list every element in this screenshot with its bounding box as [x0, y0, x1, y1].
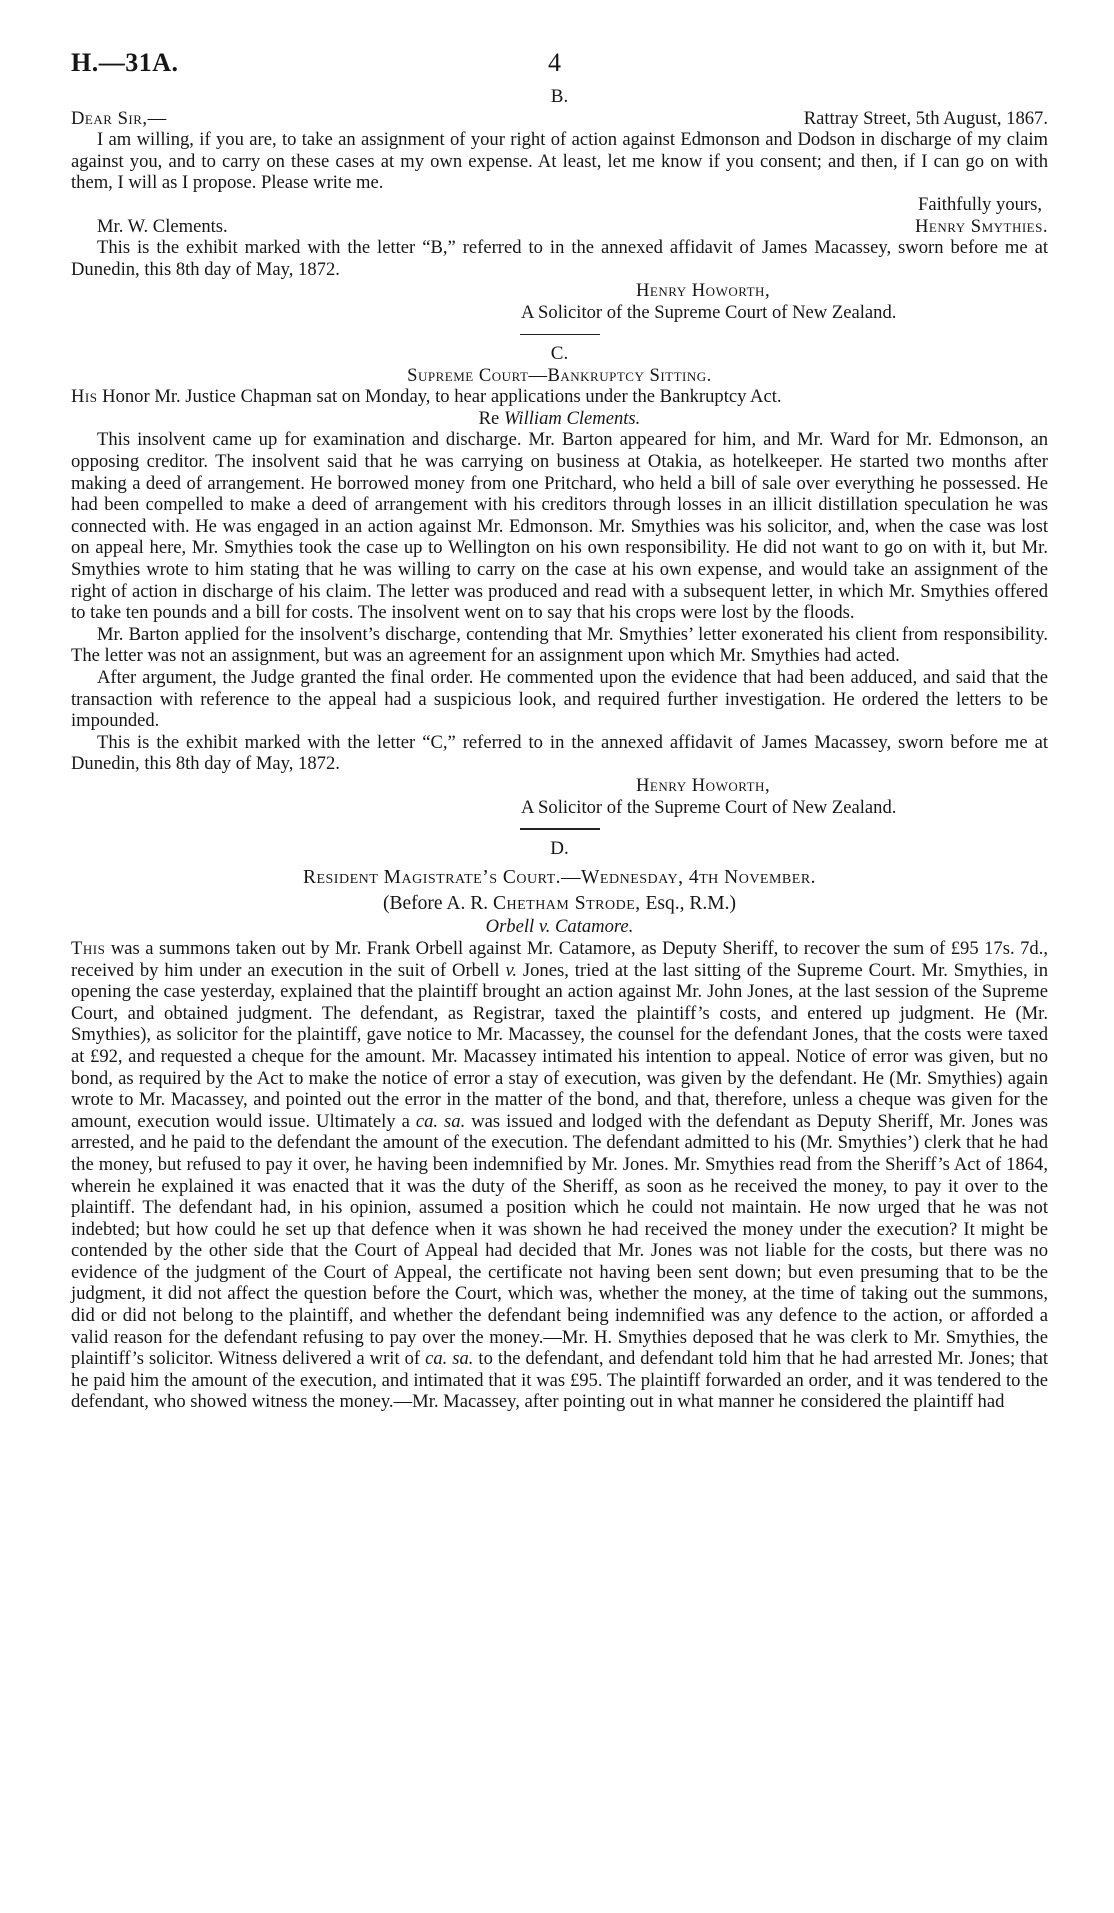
section-divider: [520, 828, 600, 830]
before-name: Chetham Strode,: [492, 892, 641, 914]
letter-closing: Faithfully yours,: [918, 193, 1042, 215]
exhibit-c-intro: [71, 386, 1048, 408]
letter-heading-row: [71, 108, 1048, 130]
case-title: [71, 408, 1048, 430]
body-italic: ca. sa.: [425, 1348, 474, 1370]
signature: Henry Smythies.: [914, 215, 1048, 237]
exhibit-b-certifier: [521, 280, 1048, 323]
paragraph: Mr. Barton applied for the insolvent’s discharge, contending that Mr. Smythies’ letter exonerated his client from responsibility. The letter was not an assignment, but was an agreement for an assignment upon which Mr. Smythies had acted.: [71, 623, 1048, 667]
body-text: was issued and lodged with the defendant as Deputy Sheriff, Mr. Jones was arrested, and he paid to the defendant the amount of the execution. The defendant admitted to his (Mr. Smythies’) clerk that he had the money, but refused to pay it over, he having been indemnified by Mr. Jones. Mr. Smythies read from the Sheriff’s Act of 1864, wherein he explained it was enacted that it was the duty of the Sheriff, as soon as he received the money, to pay it over to the plaintiff. The defendant had, in his opinion, assumed a position which he could not maintain. He now urged that he was not indebted; but how could he set up that defence when it was shown he had received the money under the execution? It might be contended by the other side that the Court of Appeal had decided that Mr. Jones was not liable for the costs, but there was no evidence of the judgment of the Court of Appeal, the certificate not having been sent down; but even presuming that to be the judgment, it did not affect the question before the Court, which was, whether the money, at the time of taking out the summons, did or did not belong to the plaintiff, and whether the defendant being indemnified was any defence to the action, or afforded a valid reason for the defendant refusing to pay over the money.—Mr. H. Smythies deposed that he was clerk to Mr. Smythies, the plaintiff’s solicitor. Witness delivered a writ of: [71, 1110, 1048, 1370]
letter-body: I am willing, if you are, to take an assignment of your right of action against Edmonson and Dodson in discharge of my claim against you, and to carry on these cases at my own expense. At least, let me know if you consent; and then, if I can go on with them, I will as I propose. Please write me.: [71, 129, 1048, 194]
re-label: Re: [478, 407, 500, 429]
exhibit-b-certificate: This is the exhibit marked with the letter “B,” referred to in the annexed affidavit of James Macassey, sworn before me at Dunedin, this 8th day of May, 1872.: [71, 237, 1048, 280]
paragraph: This insolvent came up for examination and discharge. Mr. Barton appeared for him, and Mr. Ward for Mr. Edmonson, an opposing creditor. The insolvent said that he was carrying on business at Otakia, as hotelkeeper. He started two months after making a deed of arrangement. He borrowed money from one Pritchard, who held a bill of sale over everything he possessed. He had been compelled to make a deed of arrangement with his creditors through losses in an illicit distillation speculation he was connected with. He was engaged in an action against Mr. Edmonson. Mr. Smythies was his solicitor, and, when the case was lost on appeal here, Mr. Smythies took the case up to Wellington on his own responsibility. He did not want to go on with it, but Mr. Smythies wrote to him stating that he was willing to carry on the case at his own expense, and would take an assignment of the right of action in discharge of his claim. The letter was produced and read with a subsequent letter, in which Mr. Smythies offered to take ten pounds and a bill for costs. The insolvent went on to say that his crops were lost by the floods.: [71, 429, 1048, 624]
body-lead: This: [71, 937, 106, 959]
addressee: Mr. W. Clements.: [97, 215, 228, 237]
exhibit-d-body: [71, 938, 1048, 1413]
case-name: Orbell v. Catamore.: [485, 916, 634, 938]
before-open: (Before A. R.: [383, 892, 489, 914]
body-text: Jones, tried at the last sitting of the Supreme Court. Mr. Smythies, in opening the case yesterday, explained that the plaintiff brought an action against Mr. John Jones, at the last session of the Supreme Court, and obtained judgment. The defendant, as Registrar, taxed the plaintiff’s costs, and entered up judgment. He (Mr. Smythies), as solicitor for the plaintiff, gave notice to Mr. Macassey, the counsel for the defendant Jones, that the costs were taxed at £92, and requested a cheque for the amount. Mr. Macassey intimated his intention to appeal. Notice of error was given, but no bond, as required by the Act to make the notice of error a stay of execution, was given by the defendant. He (Mr. Smythies) again wrote to Mr. Macassey, and pointed out the error in the matter of the bond, and that, therefore, unless a cheque was given for the amount, execution would issue. Ultimately a: [71, 959, 1048, 1132]
certifier-name: Henry Howorth,: [636, 280, 771, 302]
body-text: was a summons taken out by Mr. Frank Orbell against Mr. Catamore, as Deputy Sheriff, to recover the sum of £95 17s. 7d., received by him under an execution in the suit of Orbell: [71, 937, 1048, 981]
intro-text: Honor Mr. Justice Chapman sat on Monday, to hear applications under the Bankruptcy Act.: [102, 386, 782, 408]
letter-signature-row: [71, 216, 1048, 238]
re-name: William Clements.: [503, 407, 641, 429]
body-text: to the defendant, and defendant told him that he had arrested Mr. Jones; that he paid him the amount of the execution, and intimated that it was £95. The plaintiff forwarded an order, and it was tendered to the defendant, who showed witness the money.—Mr. Macassey, after pointing out in what manner he considered the plaintiff had: [71, 1348, 1049, 1413]
parliamentary-reference: H.—31A.: [71, 48, 179, 77]
body-italic: ca. sa.: [415, 1110, 466, 1132]
page-number: 4: [548, 48, 561, 77]
salutation: Dear Sir,—: [71, 107, 167, 129]
exhibit-c-certificate: This is the exhibit marked with the letter “C,” referred to in the annexed affidavit of James Macassey, sworn before me at Dunedin, this 8th day of May, 1872.: [71, 731, 1048, 775]
exhibit-d: [71, 838, 1048, 1413]
exhibit-c-heading: Supreme Court—Bankruptcy Sitting.: [407, 364, 712, 386]
certifier-name: Henry Howorth,: [636, 774, 771, 796]
intro-lead: His: [71, 386, 98, 408]
before-close: Esq., R.M.): [645, 892, 736, 914]
exhibit-c-letter: C.: [550, 343, 569, 365]
section-divider: [520, 334, 600, 336]
exhibit-c-certifier: [521, 775, 1048, 818]
exhibit-b: [71, 86, 1048, 324]
exhibit-d-letter: D.: [550, 837, 569, 859]
certifier-title: A Solicitor of the Supreme Court of New Zealand.: [521, 301, 897, 323]
exhibit-b-letter: B.: [550, 86, 569, 107]
certifier-title: A Solicitor of the Supreme Court of New Zealand.: [521, 796, 897, 818]
exhibit-d-heading: Resident Magistrate’s Court.—Wednesday, 4th November.: [302, 867, 817, 889]
page-header: [71, 48, 1048, 82]
paragraph: After argument, the Judge granted the final order. He commented upon the evidence that had been adduced, and said that the transaction with reference to the appeal had a suspicious look, and required further investigation. He ordered the letters to be impounded.: [71, 666, 1048, 732]
letter-address: Rattray Street, 5th August, 1867.: [803, 107, 1048, 129]
before-line: [71, 893, 1048, 915]
body-italic: v.: [505, 959, 517, 981]
exhibit-c: [71, 343, 1048, 818]
